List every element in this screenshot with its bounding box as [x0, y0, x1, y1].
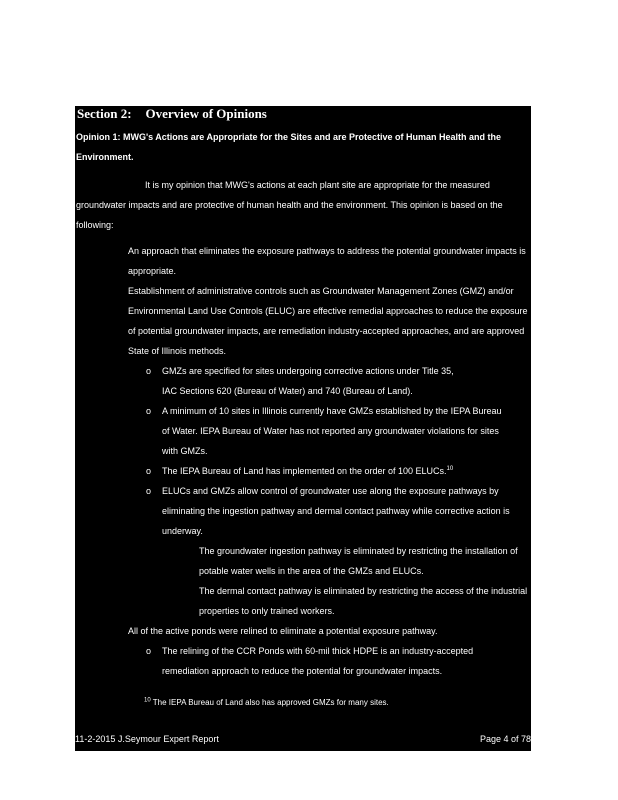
list-item: An approach that eliminates the exposure pathways to address the potential groundwater impacts is appropriate.: [128, 246, 526, 276]
sub-bullet-marker: o: [146, 466, 152, 476]
footnote-ref: 10: [446, 466, 454, 472]
sub-bullet-marker: o: [146, 646, 152, 656]
footer-page-number: Page 4 of 78: [479, 734, 531, 744]
list-item: The groundwater ingestion pathway is eliminated by restricting the installation of potable water wells in the area of the GMZs and ELUCs.: [199, 546, 518, 576]
list-item: [162, 461, 453, 481]
list-item: The relining of the CCR Ponds with 60-mil thick HDPE is an industry-accepted remediation approach to reduce the potential for groundwater impacts.: [162, 646, 474, 676]
list-item: Establishment of administrative controls such as Groundwater Management Zones (GMZ) and/or Environmental Land Use Controls (ELUC) are effective remedial approaches to reduce the exposure of potential groundwater impacts, are remediation industry-accepted approaches, and are approved State of Illinois methods.: [128, 286, 528, 356]
list-item: All of the active ponds were relined to eliminate a potential exposure pathway.: [128, 626, 438, 636]
intro-paragraph: It is my opinion that MWG's actions at each plant site are appropriate for the measured groundwater impacts and are protective of human health and the environment. This opinion is based on the following:: [76, 180, 503, 230]
sub-bullet-marker: o: [146, 406, 152, 416]
sub-bullet-marker: o: [146, 366, 152, 376]
footer-report-id: 11-2-2015 J.Seymour Expert Report: [75, 734, 219, 744]
sub-bullet-marker: o: [146, 486, 152, 496]
list-item: ELUCs and GMZs allow control of groundwater use along the exposure pathways by eliminating the ingestion pathway and dermal contact pathway while corrective action is underway.: [162, 486, 510, 536]
page-margin-top: [0, 0, 618, 106]
section-number: Section 2:: [77, 106, 132, 121]
footnote-number: 10: [144, 697, 151, 704]
list-item: The dermal contact pathway is eliminated by restricting the access of the industrial properties to only trained workers.: [199, 586, 528, 616]
footnote-text: The IEPA Bureau of Land also has approved GMZs for many sites.: [152, 698, 389, 707]
opinion-heading: Opinion 1: MWG's Actions are Appropriate for the Sites and are Protective of Human Health and the Environment.: [76, 132, 502, 162]
list-item: GMZs are specified for sites undergoing corrective actions under Title 35, IAC Sections 620 (Bureau of Water) and 740 (Bureau of Land).: [162, 366, 454, 396]
list-item: A minimum of 10 sites in Illinois currently have GMZs established by the IEPA Bureau of Water. IEPA Bureau of Water has not reported any groundwater violations for sites with GMZs.: [162, 406, 502, 456]
footnote: [144, 696, 389, 710]
document-page: [75, 106, 531, 751]
section-heading: [77, 106, 267, 122]
list-item-text: The IEPA Bureau of Land has implemented on the order of 100 ELUCs.: [162, 466, 447, 476]
section-title: Overview of Opinions: [145, 106, 267, 121]
